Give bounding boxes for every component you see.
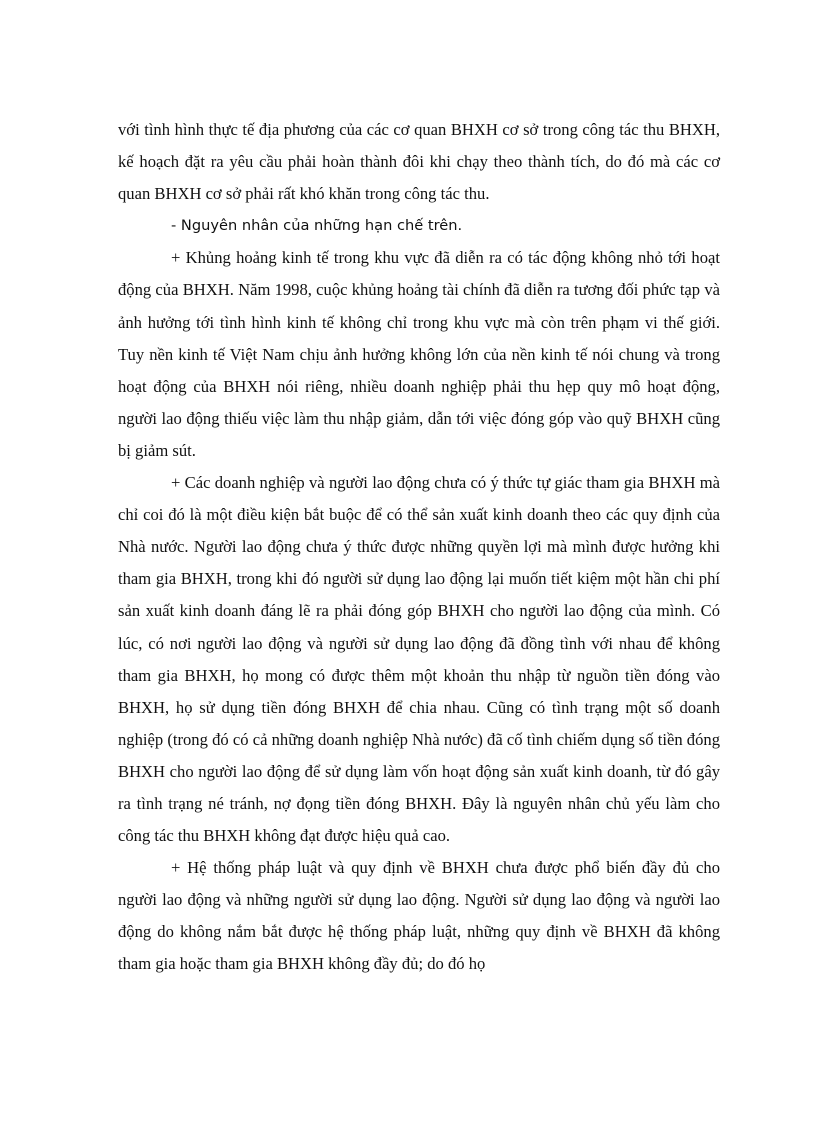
paragraph-legal-system: + Hệ thống pháp luật và quy định về BHXH chưa được phổ biến đầy đủ cho người lao động và những người sử dụng lao động. Người sử dụng lao động và người lao động do không nắm bắt được hệ thống pháp luật, những quy định về BHXH đã không tham gia hoặc tham gia BHXH không đầy đủ; do đó họ: [118, 858, 720, 974]
paragraph-continuation: với tình hình thực tế địa phương của các cơ quan BHXH cơ sở trong công tác thu BHXH, kế hoạch đặt ra yêu cầu phải hoàn thành đôi khi chạy theo thành tích, do đó mà các cơ quan BHXH cơ sở phải rất khó khăn trong công tác thu.: [118, 120, 720, 204]
paragraph-causes-heading: - Nguyên nhân của những hạn chế trên.: [171, 217, 463, 235]
paragraph-awareness: + Các doanh nghiệp và người lao động chưa có ý thức tự giác tham gia BHXH mà chỉ coi đó là một điều kiện bắt buộc để có thể sản xuất kinh doanh theo các quy định của Nhà nước. Người lao động chưa ý thức được những quyền lợi mà mình được hưởng khi tham gia BHXH, trong khi đó người sử dụng lao động lại muốn tiết kiệm một hần chi phí sản xuất kinh doanh đáng lẽ ra phải đóng góp BHXH cho người lao động của mình. Có lúc, có nơi người lao động và người sử dụng lao động đã đồng tình với nhau để không tham gia BHXH, họ mong có được thêm một khoản thu nhập từ nguồn tiền đóng vào BHXH, họ sử dụng tiền đóng BHXH để chia nhau. Cũng có tình trạng một số doanh nghiệp (trong đó có cả những doanh nghiệp Nhà nước) đã cố tình chiếm dụng số tiền đóng BHXH cho người lao động để sử dụng làm vốn hoạt động sản xuất kinh doanh, từ đó gây ra tình trạng né tránh, nợ đọng tiền đóng BHXH. Đây là nguyên nhân chủ yếu làm cho công tác thu BHXH không đạt được hiệu quả cao.: [118, 473, 720, 846]
document-body: [118, 114, 720, 981]
paragraph-economic-crisis: + Khủng hoảng kinh tế trong khu vực đã diễn ra có tác động không nhỏ tới hoạt động của BHXH. Năm 1998, cuộc khủng hoảng tài chính đã diễn ra tương đối phức tạp và ảnh hưởng tới tình hình kinh tế không chỉ trong khu vực mà còn trên phạm vi thế giới. Tuy nền kinh tế Việt Nam chịu ảnh hưởng không lớn của nền kinh tế nói chung và trong hoạt động của BHXH nói riêng, nhiều doanh nghiệp phải thu hẹp quy mô hoạt động, người lao động thiếu việc làm thu nhập giảm, dẫn tới việc đóng góp vào quỹ BHXH cũng bị giảm sút.: [118, 248, 720, 460]
